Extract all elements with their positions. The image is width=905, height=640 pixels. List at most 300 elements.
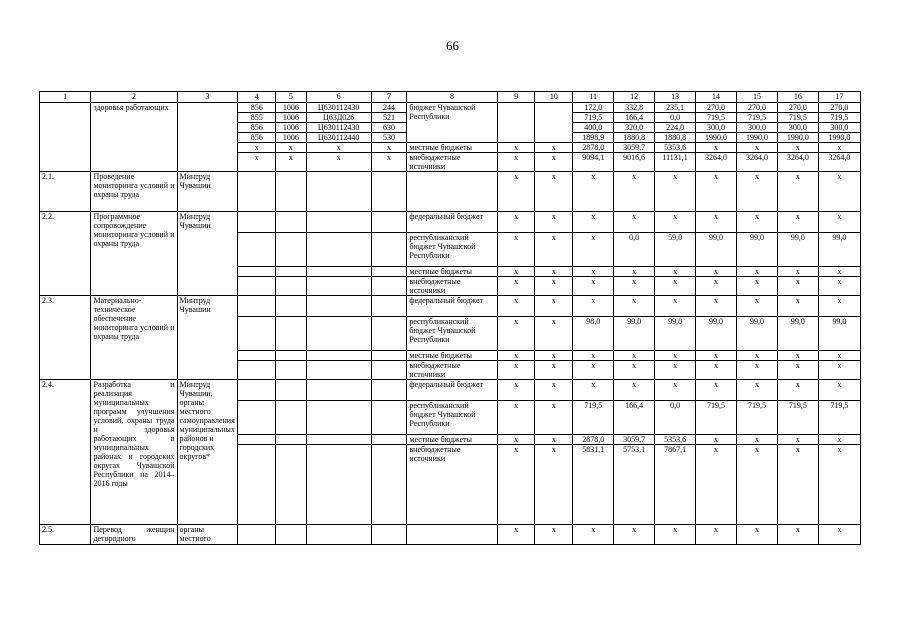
- value-cell: 1990,0: [818, 133, 860, 143]
- funding-source: [407, 172, 497, 212]
- value-cell: x: [655, 172, 696, 212]
- value-cell: x: [497, 351, 535, 361]
- value-cell: 719,5: [736, 113, 777, 123]
- value-cell: x: [535, 296, 573, 317]
- budget-code: [371, 435, 407, 445]
- budget-code: [238, 361, 276, 380]
- value-cell: x: [497, 212, 535, 233]
- value-cell: x: [777, 445, 818, 525]
- item-number: [40, 103, 91, 172]
- value-cell: x: [736, 435, 777, 445]
- value-cell: 166,4: [614, 113, 655, 123]
- budget-code: [276, 212, 306, 233]
- value-cell: x: [535, 401, 573, 435]
- value-cell: 719,5: [777, 401, 818, 435]
- budget-code: [306, 361, 371, 380]
- value-cell: x: [497, 361, 535, 380]
- budget-code: 521: [371, 113, 407, 123]
- item-number: 2.4.: [40, 380, 91, 525]
- value-cell: x: [736, 525, 777, 545]
- budget-code: x: [238, 153, 276, 172]
- budget-code: [238, 525, 276, 545]
- value-cell: 1990,0: [777, 133, 818, 143]
- budget-code: [276, 380, 306, 401]
- value-cell: [535, 103, 573, 143]
- budget-code: [306, 317, 371, 351]
- budget-code: [371, 361, 407, 380]
- executor: Минтруд Чувашии: [177, 212, 238, 296]
- value-cell: x: [777, 143, 818, 153]
- value-cell: 235,1: [655, 103, 696, 113]
- page-number: 66: [446, 38, 459, 53]
- value-cell: x: [736, 143, 777, 153]
- budget-code: [238, 401, 276, 435]
- budget-code: [238, 445, 276, 525]
- value-cell: x: [614, 351, 655, 361]
- value-cell: 400,0: [573, 123, 614, 133]
- value-cell: x: [777, 172, 818, 212]
- value-cell: x: [818, 351, 860, 361]
- value-cell: x: [655, 277, 696, 296]
- value-cell: x: [655, 267, 696, 277]
- value-cell: 270,0: [777, 103, 818, 113]
- funding-source: внебюджетные источники: [407, 445, 497, 525]
- value-cell: 99,0: [777, 317, 818, 351]
- budget-code: 856: [238, 123, 276, 133]
- budget-code: [276, 317, 306, 351]
- budget-code: 856: [238, 103, 276, 113]
- value-cell: 5353,6: [655, 435, 696, 445]
- value-cell: 719,5: [573, 113, 614, 123]
- value-cell: x: [573, 212, 614, 233]
- budget-code: [276, 233, 306, 267]
- table-row: [40, 525, 861, 545]
- value-cell: x: [497, 525, 535, 545]
- value-cell: x: [614, 361, 655, 380]
- budget-code: [371, 380, 407, 401]
- executor: Минтруд Чувашии: [177, 172, 238, 212]
- value-cell: 99,0: [736, 233, 777, 267]
- column-number: 11: [573, 92, 614, 103]
- budget-code: [371, 525, 407, 545]
- budget-code: [238, 233, 276, 267]
- funding-source: республиканский бюджет Чувашской Республики: [407, 233, 497, 267]
- value-cell: 166,4: [614, 401, 655, 435]
- value-cell: 2878,0: [573, 143, 614, 153]
- column-number: 6: [306, 92, 371, 103]
- funding-source: внебюджетные источники: [407, 277, 497, 296]
- value-cell: x: [818, 361, 860, 380]
- table-row: [40, 103, 861, 113]
- value-cell: x: [696, 296, 737, 317]
- funding-source: местные бюджеты: [407, 435, 497, 445]
- item-name: Проведение мониторинга условий и охраны труда: [91, 172, 177, 212]
- budget-code: 856: [238, 133, 276, 143]
- value-cell: 270,0: [696, 103, 737, 113]
- value-cell: 300,0: [818, 123, 860, 133]
- value-cell: x: [497, 296, 535, 317]
- value-cell: x: [614, 525, 655, 545]
- budget-code: [238, 212, 276, 233]
- value-cell: x: [736, 172, 777, 212]
- value-cell: x: [818, 435, 860, 445]
- budget-code: [238, 172, 276, 212]
- value-cell: x: [736, 445, 777, 525]
- budget-code: [238, 296, 276, 317]
- budget-code: [276, 296, 306, 317]
- budget-code: [371, 401, 407, 435]
- value-cell: x: [736, 277, 777, 296]
- value-cell: x: [696, 277, 737, 296]
- value-cell: x: [655, 351, 696, 361]
- item-number: 2.1.: [40, 172, 91, 212]
- value-cell: 3264,0: [777, 153, 818, 172]
- value-cell: x: [535, 317, 573, 351]
- value-cell: x: [573, 361, 614, 380]
- value-cell: x: [535, 233, 573, 267]
- value-cell: x: [736, 212, 777, 233]
- value-cell: 270,0: [736, 103, 777, 113]
- value-cell: x: [573, 351, 614, 361]
- value-cell: x: [696, 445, 737, 525]
- value-cell: x: [614, 277, 655, 296]
- value-cell: x: [696, 267, 737, 277]
- value-cell: 11131,1: [655, 153, 696, 172]
- value-cell: x: [497, 277, 535, 296]
- value-cell: x: [696, 143, 737, 153]
- budget-code: x: [306, 143, 371, 153]
- value-cell: x: [696, 212, 737, 233]
- program-table: [39, 91, 861, 545]
- value-cell: x: [777, 296, 818, 317]
- budget-code: 1006: [276, 113, 306, 123]
- value-cell: x: [535, 143, 573, 153]
- value-cell: x: [655, 525, 696, 545]
- executor: [177, 103, 238, 172]
- budget-code: [306, 380, 371, 401]
- table-row: [40, 296, 861, 317]
- budget-code: x: [306, 153, 371, 172]
- value-cell: x: [818, 296, 860, 317]
- value-cell: x: [535, 380, 573, 401]
- budget-code: [276, 361, 306, 380]
- budget-code: [306, 233, 371, 267]
- value-cell: x: [535, 525, 573, 545]
- value-cell: 300,0: [777, 123, 818, 133]
- column-number: 17: [818, 92, 860, 103]
- value-cell: x: [777, 435, 818, 445]
- budget-code: [371, 351, 407, 361]
- value-cell: x: [497, 233, 535, 267]
- value-cell: 3059,7: [614, 435, 655, 445]
- value-cell: x: [614, 212, 655, 233]
- executor: Минтруд Чувашии, органы местного самоуправления муниципальных районов и городских округов*: [177, 380, 238, 525]
- item-number: 2.5.: [40, 525, 91, 545]
- value-cell: 5753,1: [614, 445, 655, 525]
- funding-source: республиканский бюджет Чувашской Республики: [407, 317, 497, 351]
- value-cell: x: [818, 445, 860, 525]
- value-cell: 99,0: [696, 233, 737, 267]
- column-number: 16: [777, 92, 818, 103]
- funding-source: местные бюджеты: [407, 351, 497, 361]
- budget-code: [276, 172, 306, 212]
- budget-code: [371, 212, 407, 233]
- budget-code: [371, 445, 407, 525]
- value-cell: x: [736, 296, 777, 317]
- value-cell: x: [614, 296, 655, 317]
- budget-code: [238, 267, 276, 277]
- value-cell: x: [535, 172, 573, 212]
- budget-code: [276, 435, 306, 445]
- value-cell: x: [818, 172, 860, 212]
- value-cell: x: [818, 380, 860, 401]
- value-cell: 99,0: [818, 233, 860, 267]
- budget-code: [238, 380, 276, 401]
- value-cell: x: [777, 212, 818, 233]
- item-name: Материально-техническое обеспечение мониторинга условий и охраны труда: [91, 296, 177, 380]
- executor: органы местного: [177, 525, 238, 545]
- budget-code: [276, 401, 306, 435]
- value-cell: x: [573, 267, 614, 277]
- budget-code: [238, 277, 276, 296]
- budget-code: 1006: [276, 123, 306, 133]
- funding-source: федеральный бюджет: [407, 296, 497, 317]
- funding-source: федеральный бюджет: [407, 212, 497, 233]
- funding-source: [407, 525, 497, 545]
- value-cell: 3059,7: [614, 143, 655, 153]
- budget-code: x: [371, 143, 407, 153]
- value-cell: x: [696, 435, 737, 445]
- budget-code: x: [276, 143, 306, 153]
- value-cell: 719,5: [696, 113, 737, 123]
- value-cell: x: [655, 296, 696, 317]
- budget-code: [238, 317, 276, 351]
- value-cell: x: [777, 525, 818, 545]
- value-cell: x: [736, 351, 777, 361]
- value-cell: x: [696, 172, 737, 212]
- value-cell: x: [573, 380, 614, 401]
- value-cell: x: [497, 172, 535, 212]
- value-cell: 300,0: [736, 123, 777, 133]
- value-cell: x: [497, 143, 535, 153]
- budget-code: Ц630112440: [306, 133, 371, 143]
- value-cell: x: [777, 351, 818, 361]
- budget-code: [306, 445, 371, 525]
- value-cell: x: [818, 277, 860, 296]
- value-cell: x: [535, 153, 573, 172]
- budget-code: 1006: [276, 133, 306, 143]
- value-cell: x: [818, 525, 860, 545]
- budget-code: [238, 435, 276, 445]
- budget-code: 1006: [276, 103, 306, 113]
- value-cell: 5353,6: [655, 143, 696, 153]
- value-cell: 9016,6: [614, 153, 655, 172]
- value-cell: x: [777, 267, 818, 277]
- value-cell: 99,0: [696, 317, 737, 351]
- budget-code: Ц630112430: [306, 123, 371, 133]
- value-cell: x: [614, 380, 655, 401]
- item-name: здоровья работающих: [91, 103, 177, 172]
- value-cell: 332,8: [614, 103, 655, 113]
- value-cell: x: [535, 267, 573, 277]
- value-cell: 7867,1: [655, 445, 696, 525]
- column-number: 1: [40, 92, 91, 103]
- value-cell: x: [777, 277, 818, 296]
- value-cell: 1880,8: [655, 133, 696, 143]
- budget-code: [276, 351, 306, 361]
- value-cell: 9094,1: [573, 153, 614, 172]
- budget-code: [371, 296, 407, 317]
- value-cell: x: [497, 380, 535, 401]
- value-cell: 3264,0: [818, 153, 860, 172]
- budget-code: Ц63Д026: [306, 113, 371, 123]
- budget-code: [371, 267, 407, 277]
- value-cell: 98,0: [573, 317, 614, 351]
- value-cell: x: [497, 267, 535, 277]
- funding-source: республиканский бюджет Чувашской Республики: [407, 401, 497, 435]
- value-cell: x: [573, 525, 614, 545]
- budget-code: [371, 172, 407, 212]
- table-row: [40, 212, 861, 233]
- value-cell: 3264,0: [736, 153, 777, 172]
- budget-code: [371, 233, 407, 267]
- value-cell: x: [696, 380, 737, 401]
- value-cell: x: [655, 361, 696, 380]
- value-cell: x: [535, 361, 573, 380]
- column-number: 12: [614, 92, 655, 103]
- value-cell: x: [777, 361, 818, 380]
- item-number: 2.3.: [40, 296, 91, 380]
- value-cell: x: [696, 351, 737, 361]
- value-cell: 99,0: [614, 317, 655, 351]
- value-cell: x: [535, 351, 573, 361]
- value-cell: 1990,0: [736, 133, 777, 143]
- value-cell: 1898,9: [573, 133, 614, 143]
- budget-code: [306, 172, 371, 212]
- value-cell: x: [497, 153, 535, 172]
- column-number: 4: [238, 92, 276, 103]
- value-cell: 1880,8: [614, 133, 655, 143]
- value-cell: x: [736, 380, 777, 401]
- item-number: 2.2.: [40, 212, 91, 296]
- value-cell: 224,0: [655, 123, 696, 133]
- budget-code: x: [276, 153, 306, 172]
- value-cell: x: [535, 445, 573, 525]
- item-name: Перевод женщин детородного: [91, 525, 177, 545]
- value-cell: x: [777, 380, 818, 401]
- budget-code: [238, 351, 276, 361]
- value-cell: 0,0: [655, 113, 696, 123]
- funding-source: местные бюджеты: [407, 267, 497, 277]
- budget-code: 244: [371, 103, 407, 113]
- value-cell: x: [614, 267, 655, 277]
- value-cell: 99,0: [777, 233, 818, 267]
- value-cell: x: [573, 172, 614, 212]
- value-cell: x: [818, 212, 860, 233]
- value-cell: 719,5: [777, 113, 818, 123]
- value-cell: 5831,1: [573, 445, 614, 525]
- budget-code: [306, 351, 371, 361]
- column-number: 5: [276, 92, 306, 103]
- table-row: [40, 172, 861, 212]
- budget-code: [276, 277, 306, 296]
- budget-code: [306, 267, 371, 277]
- column-number: 8: [407, 92, 497, 103]
- value-cell: x: [573, 296, 614, 317]
- value-cell: x: [573, 233, 614, 267]
- value-cell: x: [497, 435, 535, 445]
- budget-code: [371, 277, 407, 296]
- funding-source: внебюджетные источники: [407, 153, 497, 172]
- column-number: 10: [535, 92, 573, 103]
- funding-source: бюджет Чувашской Республики: [407, 103, 497, 143]
- budget-code: [276, 267, 306, 277]
- value-cell: 719,5: [736, 401, 777, 435]
- value-cell: 270,0: [818, 103, 860, 113]
- budget-code: [306, 401, 371, 435]
- item-name: Разработка и реализация муниципальных программ улучшения условий, охраны труда и здоровья работающих в муниципальных районах и городских округах Чувашской Республики на 2014–2016 годы: [91, 380, 177, 525]
- budget-code: 855: [238, 113, 276, 123]
- column-number: 13: [655, 92, 696, 103]
- value-cell: x: [818, 143, 860, 153]
- value-cell: 99,0: [736, 317, 777, 351]
- value-cell: 99,0: [655, 317, 696, 351]
- funding-source: местные бюджеты: [407, 143, 497, 153]
- value-cell: x: [535, 212, 573, 233]
- value-cell: 99,0: [818, 317, 860, 351]
- column-number: 3: [177, 92, 238, 103]
- budget-code: [306, 212, 371, 233]
- value-cell: x: [655, 212, 696, 233]
- budget-code: [306, 296, 371, 317]
- value-cell: x: [497, 317, 535, 351]
- column-number: 7: [371, 92, 407, 103]
- value-cell: x: [497, 445, 535, 525]
- value-cell: 719,5: [818, 113, 860, 123]
- budget-code: [276, 445, 306, 525]
- budget-code: [306, 277, 371, 296]
- column-number: 9: [497, 92, 535, 103]
- value-cell: 719,5: [696, 401, 737, 435]
- value-cell: 3264,0: [696, 153, 737, 172]
- budget-code: x: [371, 153, 407, 172]
- budget-code: [306, 525, 371, 545]
- value-cell: 300,0: [696, 123, 737, 133]
- value-cell: x: [696, 525, 737, 545]
- value-cell: x: [818, 267, 860, 277]
- value-cell: x: [736, 267, 777, 277]
- budget-code: [371, 317, 407, 351]
- value-cell: x: [535, 277, 573, 296]
- value-cell: x: [497, 401, 535, 435]
- value-cell: x: [696, 361, 737, 380]
- value-cell: x: [614, 172, 655, 212]
- column-number: 14: [696, 92, 737, 103]
- table-row: [40, 380, 861, 401]
- table-row: [40, 92, 861, 103]
- value-cell: 0,0: [655, 401, 696, 435]
- value-cell: x: [573, 277, 614, 296]
- funding-source: внебюджетные источники: [407, 361, 497, 380]
- budget-code: Ц630112430: [306, 103, 371, 113]
- funding-source: федеральный бюджет: [407, 380, 497, 401]
- column-number: 2: [91, 92, 177, 103]
- value-cell: x: [535, 435, 573, 445]
- value-cell: 719,5: [573, 401, 614, 435]
- value-cell: x: [655, 380, 696, 401]
- value-cell: 59,0: [655, 233, 696, 267]
- executor: Минтруд Чувашии: [177, 296, 238, 380]
